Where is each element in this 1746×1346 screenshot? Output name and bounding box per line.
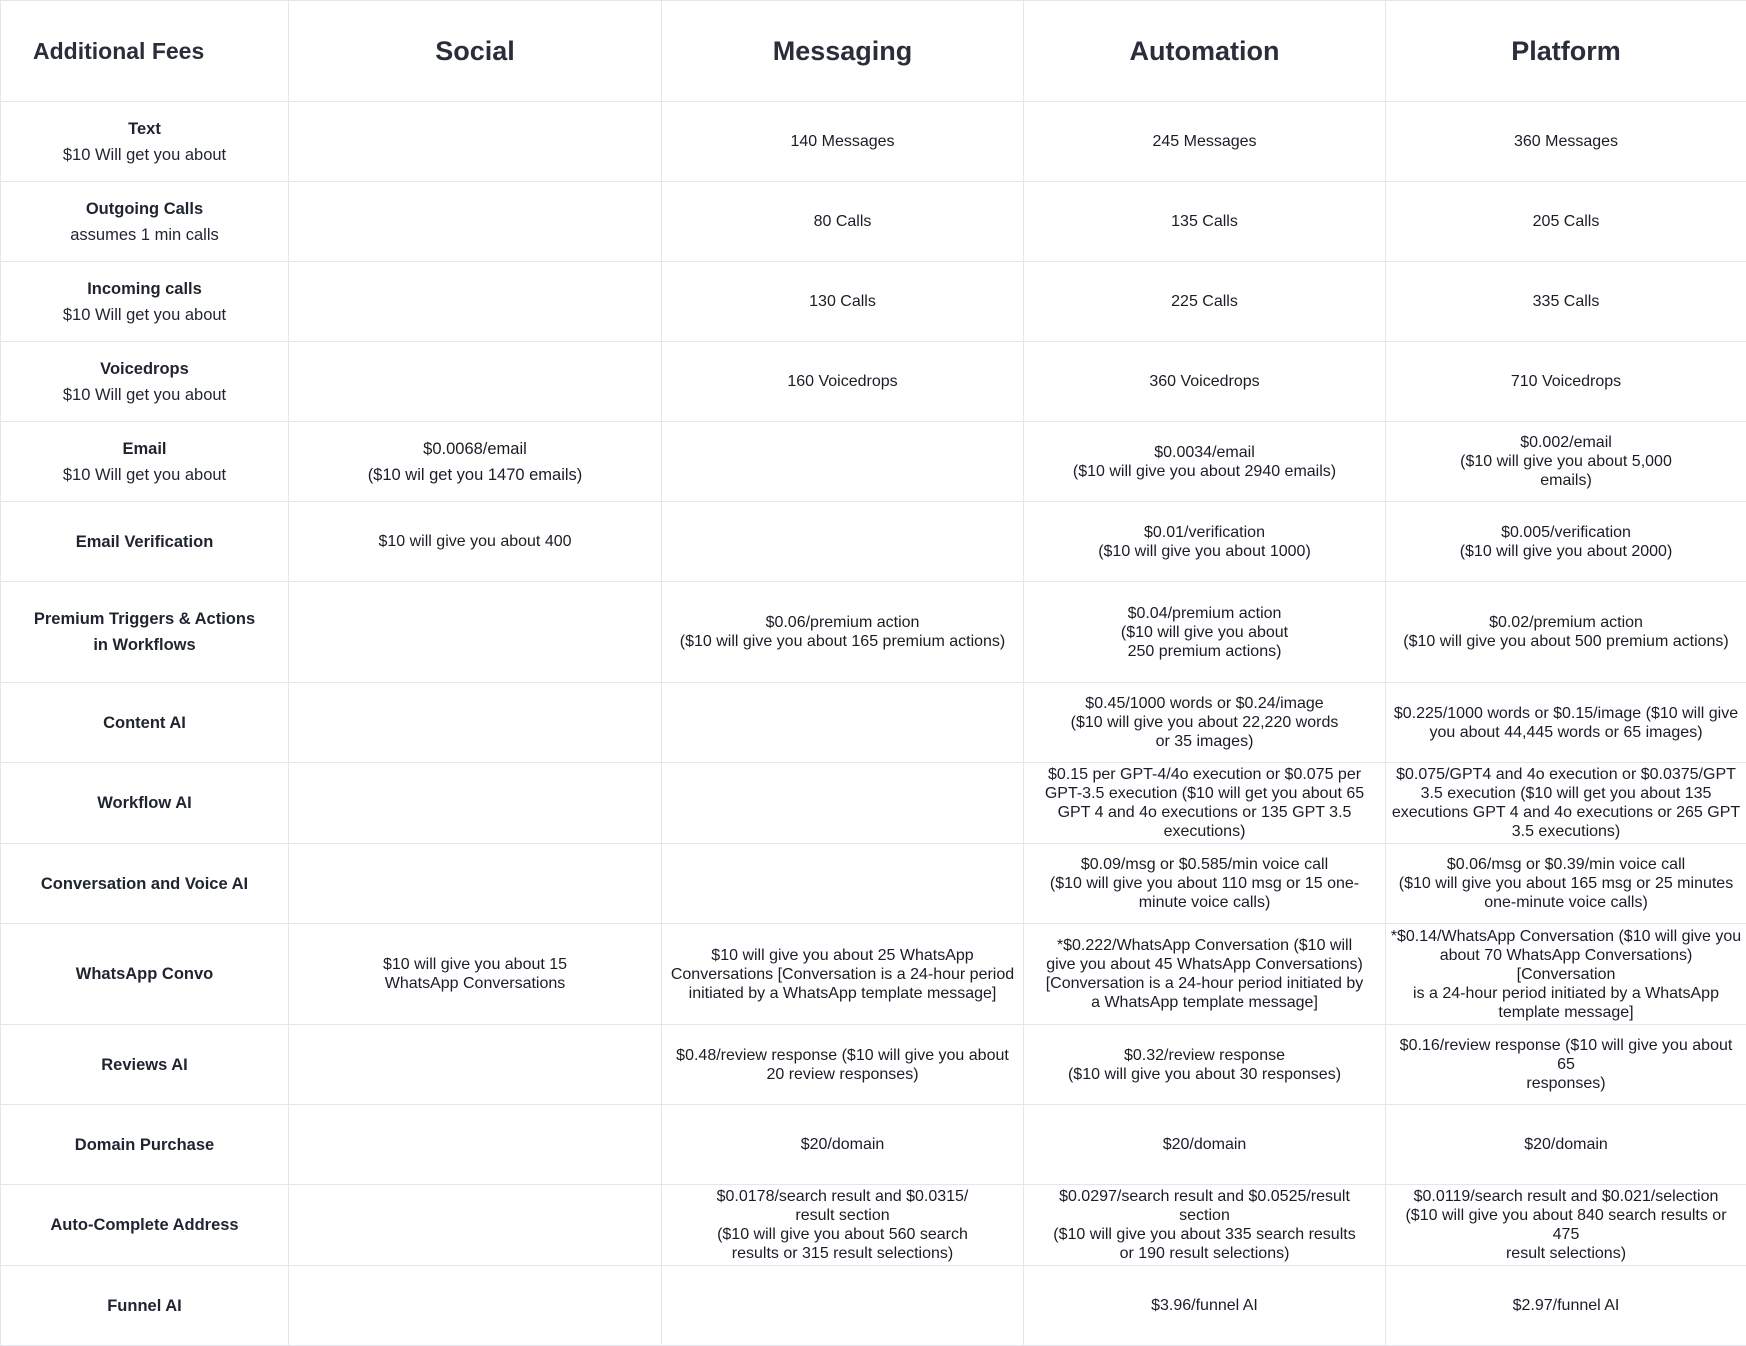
fee-value-social [289,844,662,924]
column-header-platform: Platform [1386,1,1746,102]
column-header-automation: Automation [1024,1,1386,102]
fee-value-messaging: $0.48/review response ($10 will give you about 20 review responses) [662,1025,1024,1105]
fee-value-messaging: $10 will give you about 25 WhatsApp Conversations [Conversation is a 24-hour period initiated by a WhatsApp template message] [662,924,1024,1025]
fee-value-automation: $0.0034/email ($10 will give you about 2940 emails) [1024,422,1386,502]
fee-value-platform: $20/domain [1386,1105,1746,1185]
fee-value-platform: $0.225/1000 words or $0.15/image ($10 will give you about 44,445 words or 65 images) [1386,683,1746,763]
fee-value-social [289,1025,662,1105]
table-row [1,182,1746,262]
fee-value-social [289,763,662,844]
fee-value-social: $0.0068/email ($10 wil get you 1470 emails) [289,422,662,502]
fee-label-cell [1,182,289,262]
fee-value-automation: $0.45/1000 words or $0.24/image ($10 will give you about 22,220 words or 35 images) [1024,683,1386,763]
fee-value-platform: *$0.14/WhatsApp Conversation ($10 will give you about 70 WhatsApp Conversations) [Conversation is a 24-hour period initiated by a WhatsApp template message] [1386,924,1746,1025]
fee-value-platform: $0.0119/search result and $0.021/selection ($10 will give you about 840 search results or 475 result selections) [1386,1185,1746,1266]
fee-value-messaging [662,1266,1024,1346]
fee-value-automation: $0.09/msg or $0.585/min voice call ($10 will give you about 110 msg or 15 one- minute voice calls) [1024,844,1386,924]
fees-body [1,102,1746,1346]
fee-value-messaging [662,422,1024,502]
table-row [1,422,1746,502]
table-row [1,102,1746,182]
fee-value-messaging: $0.06/premium action ($10 will give you about 165 premium actions) [662,582,1024,683]
table-row [1,1025,1746,1105]
fee-value-social [289,182,662,262]
fee-value-social [289,342,662,422]
fee-label-cell [1,102,289,182]
fee-title: Domain Purchase [5,1132,284,1158]
fee-label-cell [1,1185,289,1266]
fee-value-automation: $0.32/review response ($10 will give you about 30 responses) [1024,1025,1386,1105]
table-row [1,1105,1746,1185]
table-row [1,924,1746,1025]
fee-value-automation: $0.15 per GPT-4/4o execution or $0.075 per GPT-3.5 execution ($10 will get you about 65 GPT 4 and 4o executions or 135 GPT 3.5 executions) [1024,763,1386,844]
fee-value-automation: $0.01/verification ($10 will give you about 1000) [1024,502,1386,582]
fee-subtitle: $10 Will get you about [5,382,284,408]
column-header-additional-fees: Additional Fees [1,1,289,102]
fee-value-platform: $0.06/msg or $0.39/min voice call ($10 will give you about 165 msg or 25 minutes one-minute voice calls) [1386,844,1746,924]
fee-value-automation: 135 Calls [1024,182,1386,262]
fee-value-platform: 335 Calls [1386,262,1746,342]
column-header-messaging: Messaging [662,1,1024,102]
fee-value-messaging: 160 Voicedrops [662,342,1024,422]
fee-label-cell [1,924,289,1025]
table-row [1,763,1746,844]
fee-value-automation: 225 Calls [1024,262,1386,342]
fee-title: Premium Triggers & Actions in Workflows [5,606,284,658]
fee-title: Workflow AI [5,790,284,816]
fee-title: Email Verification [5,529,284,555]
fee-value-social: $10 will give you about 400 [289,502,662,582]
fee-title: WhatsApp Convo [5,961,284,987]
fee-value-messaging [662,502,1024,582]
fee-subtitle: $10 Will get you about [5,462,284,488]
fee-label-cell [1,262,289,342]
fee-value-social [289,1185,662,1266]
table-row [1,1266,1746,1346]
fee-title: Text [5,116,284,142]
table-row [1,1185,1746,1266]
fee-label-cell [1,422,289,502]
fee-title: Conversation and Voice AI [5,871,284,897]
fee-label-cell [1,1105,289,1185]
fee-value-messaging: $20/domain [662,1105,1024,1185]
fee-value-platform: 710 Voicedrops [1386,342,1746,422]
fee-value-messaging [662,763,1024,844]
fee-subtitle: $10 Will get you about [5,302,284,328]
fee-value-social [289,1266,662,1346]
table-row [1,844,1746,924]
fee-title: Voicedrops [5,356,284,382]
fee-value-social [289,1105,662,1185]
fee-title: Auto-Complete Address [5,1212,284,1238]
fee-value-platform: 205 Calls [1386,182,1746,262]
fee-value-platform: $0.16/review response ($10 will give you about 65 responses) [1386,1025,1746,1105]
fee-value-social [289,582,662,683]
fee-value-messaging: 140 Messages [662,102,1024,182]
fee-title: Email [5,436,284,462]
fee-value-automation: $0.04/premium action ($10 will give you about 250 premium actions) [1024,582,1386,683]
table-row [1,342,1746,422]
fee-value-messaging: 130 Calls [662,262,1024,342]
fee-value-automation: 360 Voicedrops [1024,342,1386,422]
fee-value-automation: 245 Messages [1024,102,1386,182]
fee-label-cell [1,1025,289,1105]
fee-label-cell [1,1266,289,1346]
fee-label-cell [1,342,289,422]
fee-value-automation: $3.96/funnel AI [1024,1266,1386,1346]
fee-value-automation: *$0.222/WhatsApp Conversation ($10 will give you about 45 WhatsApp Conversations) [Conversation is a 24-hour period initiated by a WhatsApp template message] [1024,924,1386,1025]
fee-label-cell [1,763,289,844]
fee-value-messaging [662,844,1024,924]
table-row [1,683,1746,763]
fee-value-messaging [662,683,1024,763]
column-header-social: Social [289,1,662,102]
fee-title: Reviews AI [5,1052,284,1078]
table-row [1,502,1746,582]
fee-title: Outgoing Calls [5,196,284,222]
fee-value-social [289,102,662,182]
fee-value-automation: $0.0297/search result and $0.0525/result section ($10 will give you about 335 search results or 190 result selections) [1024,1185,1386,1266]
fee-title: Content AI [5,710,284,736]
fee-value-platform: $0.002/email ($10 will give you about 5,000 emails) [1386,422,1746,502]
fee-value-platform: $2.97/funnel AI [1386,1266,1746,1346]
fee-value-automation: $20/domain [1024,1105,1386,1185]
fee-label-cell [1,844,289,924]
fee-label-cell [1,502,289,582]
table-row [1,582,1746,683]
fee-value-messaging: $0.0178/search result and $0.0315/ result section ($10 will give you about 560 search results or 315 result selections) [662,1185,1024,1266]
fee-title: Incoming calls [5,276,284,302]
fee-label-cell [1,683,289,763]
fee-subtitle: assumes 1 min calls [5,222,284,248]
fee-label-cell [1,582,289,683]
fee-value-platform: $0.02/premium action ($10 will give you about 500 premium actions) [1386,582,1746,683]
fee-value-platform: 360 Messages [1386,102,1746,182]
fee-value-social: $10 will give you about 15 WhatsApp Conversations [289,924,662,1025]
fee-value-social [289,262,662,342]
header-row [1,1,1746,102]
fee-subtitle: $10 Will get you about [5,142,284,168]
fee-title: Funnel AI [5,1293,284,1319]
fee-value-social [289,683,662,763]
fee-value-platform: $0.075/GPT4 and 4o execution or $0.0375/GPT 3.5 execution ($10 will get you about 135 executions GPT 4 and 4o executions or 265 GPT 3.5 executions) [1386,763,1746,844]
fee-value-messaging: 80 Calls [662,182,1024,262]
fee-value-platform: $0.005/verification ($10 will give you about 2000) [1386,502,1746,582]
table-row [1,262,1746,342]
